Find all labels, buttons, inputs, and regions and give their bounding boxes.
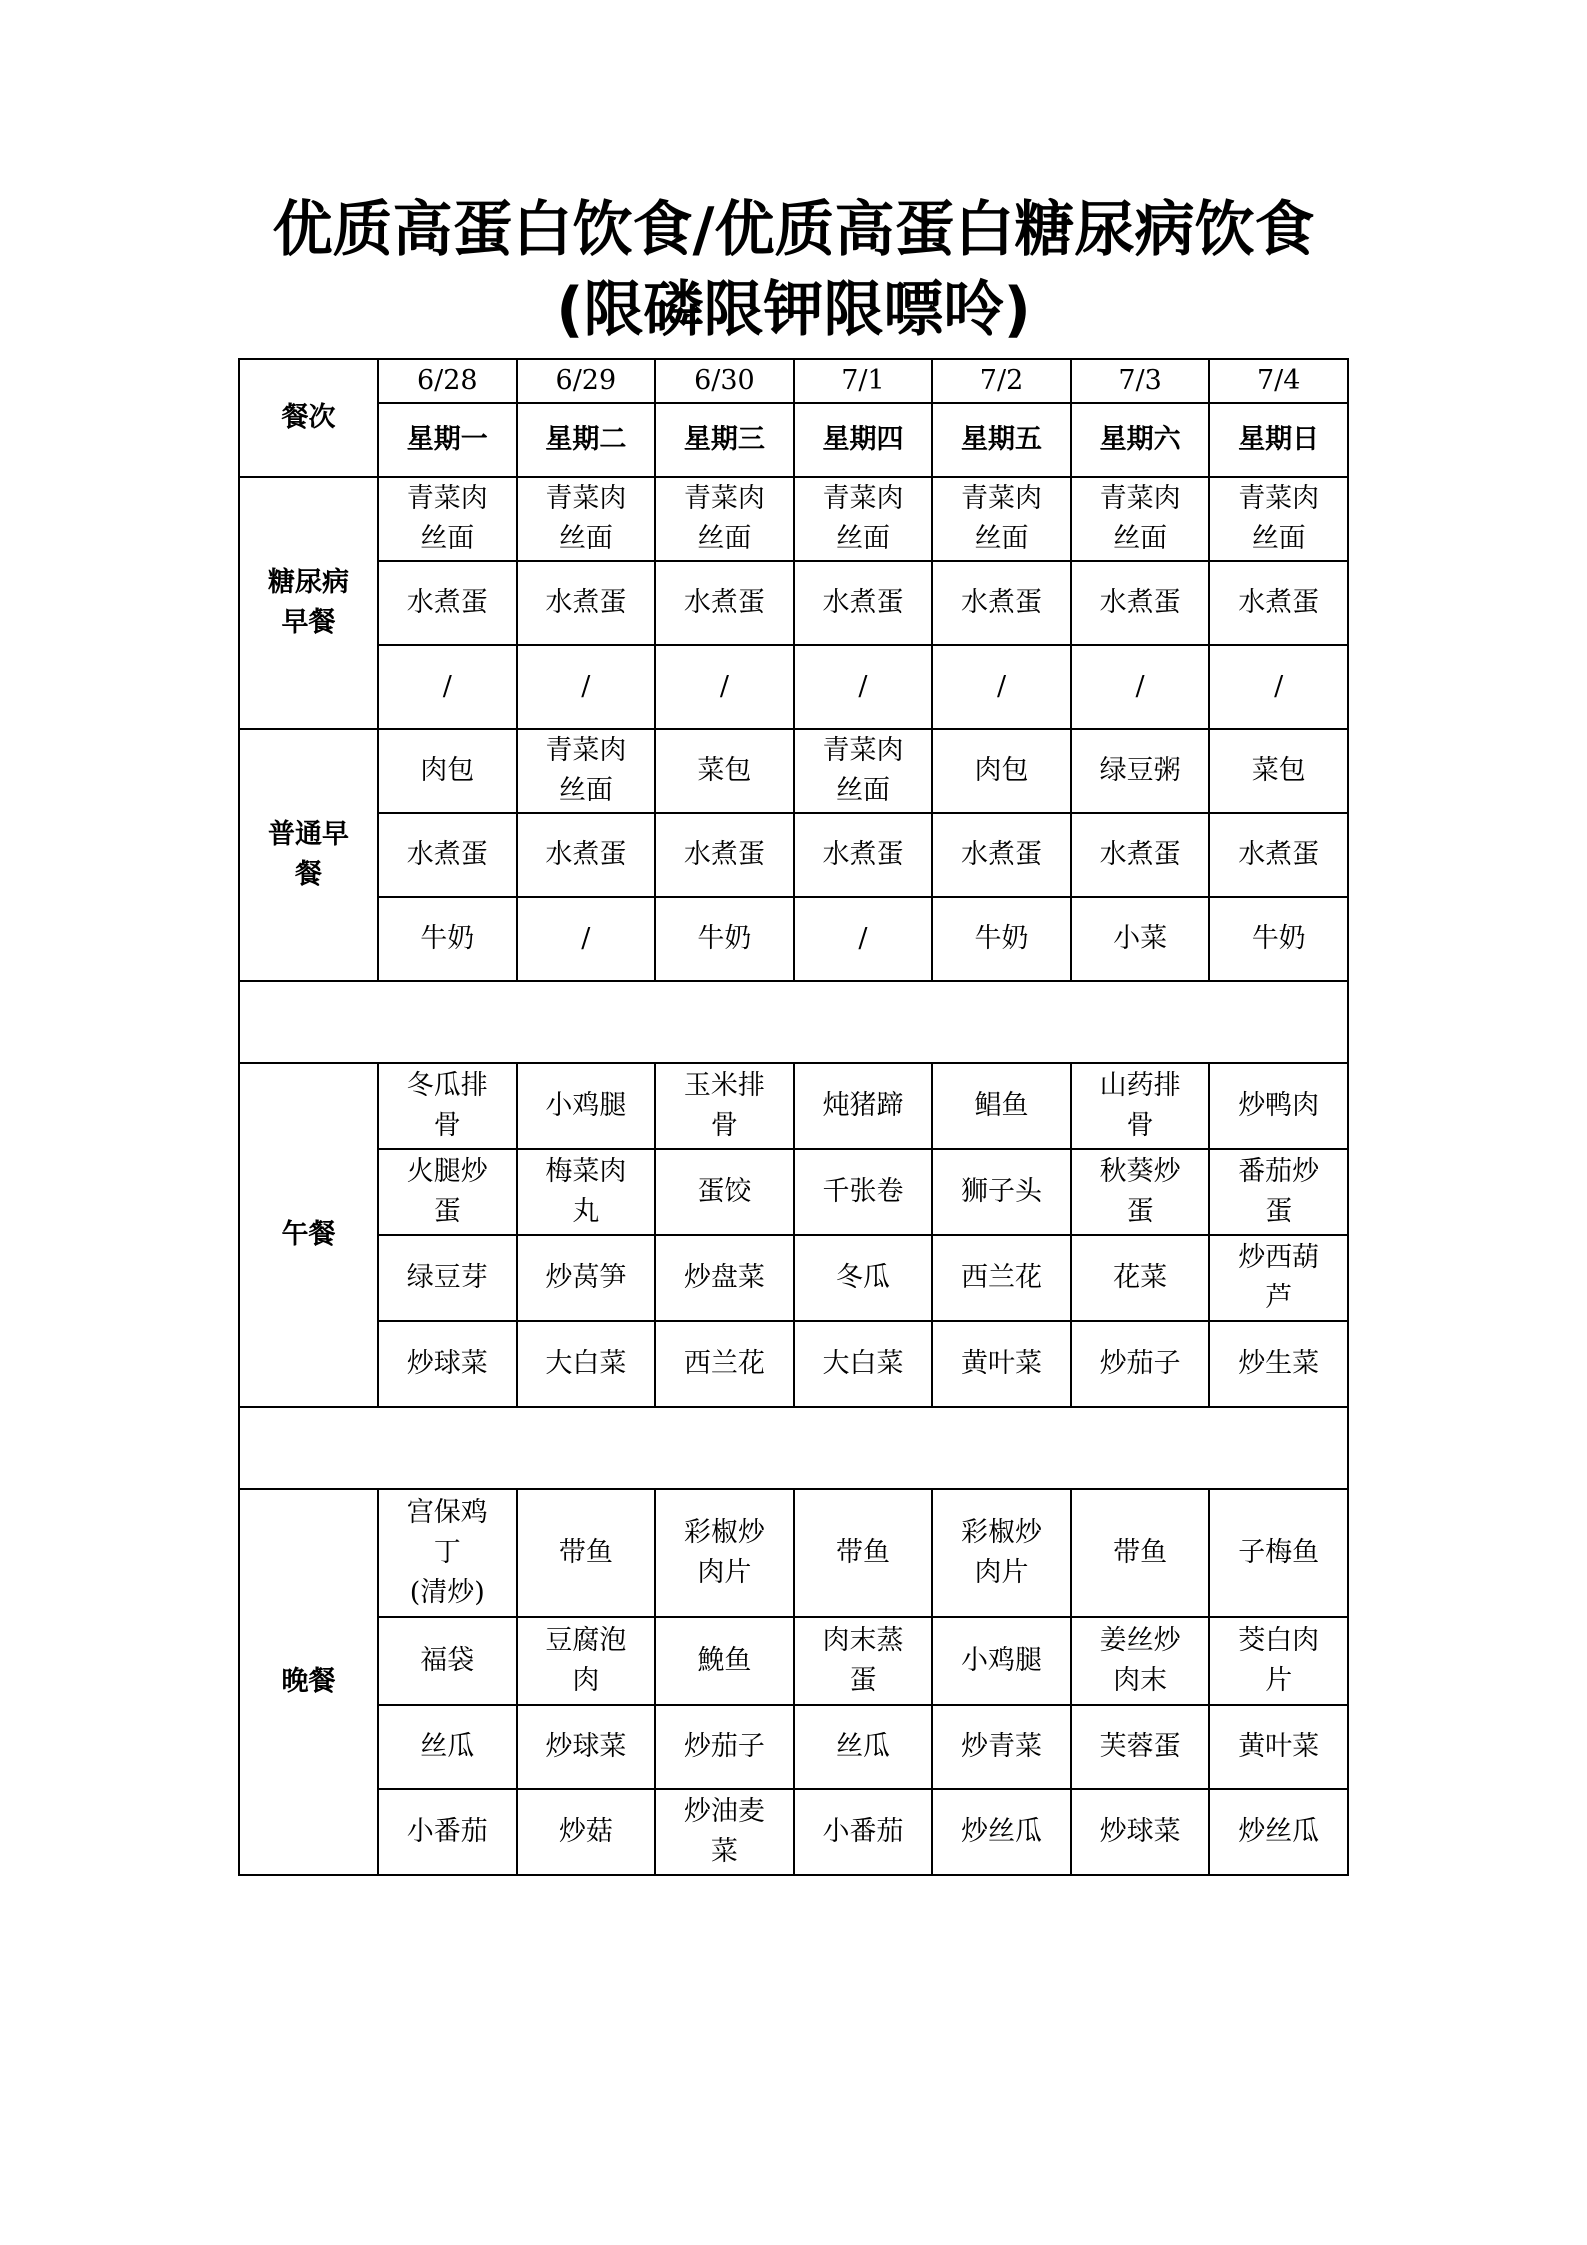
- menu-cell-text: 水煮蛋: [822, 839, 904, 870]
- menu-cell-text: 炒油麦 菜: [683, 1796, 765, 1867]
- menu-cell: [378, 1235, 517, 1321]
- title-line-1: 优质高蛋白饮食/优质高蛋白糖尿病饮食: [272, 195, 1315, 265]
- menu-cell: [1071, 813, 1210, 897]
- menu-cell: [655, 561, 794, 645]
- menu-cell: [932, 897, 1071, 981]
- menu-cell: [378, 1489, 517, 1617]
- menu-cell: [1071, 1235, 1210, 1321]
- menu-cell-text: 青菜肉 丝面: [545, 483, 627, 554]
- menu-cell: [1071, 1321, 1210, 1407]
- menu-cell-text: 大白菜: [822, 1348, 904, 1379]
- menu-cell: [1209, 1617, 1348, 1705]
- menu-cell: [517, 1705, 656, 1789]
- menu-cell-text: 花菜: [1113, 1262, 1168, 1293]
- menu-cell: [794, 1321, 933, 1407]
- weekday-header: [1071, 403, 1210, 477]
- menu-cell: [655, 477, 794, 561]
- menu-cell-text: 福袋: [420, 1645, 475, 1676]
- menu-cell: [794, 1789, 933, 1875]
- menu-cell-text: /: [719, 671, 729, 702]
- menu-cell: [1209, 1705, 1348, 1789]
- menu-cell: [517, 897, 656, 981]
- menu-cell: [1209, 897, 1348, 981]
- menu-cell: [517, 561, 656, 645]
- menu-cell: [1071, 645, 1210, 729]
- menu-cell: [1209, 813, 1348, 897]
- menu-cell: [1071, 1705, 1210, 1789]
- menu-cell: [1071, 1489, 1210, 1617]
- meal-row: [239, 1063, 1348, 1149]
- meal-row: [239, 897, 1348, 981]
- menu-cell-text: /: [442, 671, 452, 702]
- menu-cell-text: 炒西葫 芦: [1238, 1242, 1320, 1313]
- weekday-header-text: 星期五: [961, 424, 1043, 455]
- menu-cell: [655, 1235, 794, 1321]
- menu-cell-text: /: [581, 923, 591, 954]
- menu-cell: [378, 1321, 517, 1407]
- menu-cell: [1071, 1789, 1210, 1875]
- menu-cell-text: 水煮蛋: [545, 839, 627, 870]
- menu-cell: [378, 729, 517, 813]
- menu-cell-text: 山药排 骨: [1099, 1070, 1181, 1141]
- menu-cell: [517, 1617, 656, 1705]
- menu-cell-text: 水煮蛋: [406, 839, 488, 870]
- meal-row: [239, 1705, 1348, 1789]
- menu-cell-text: 牛奶: [697, 923, 752, 954]
- spacer-row: [239, 981, 1348, 1063]
- menu-cell-text: 带鱼: [1113, 1537, 1168, 1568]
- menu-cell-text: 蛋饺: [697, 1176, 752, 1207]
- menu-cell-text: 青菜肉 丝面: [1099, 483, 1181, 554]
- menu-cell-text: 大白菜: [545, 1348, 627, 1379]
- menu-cell: [378, 561, 517, 645]
- menu-cell: [932, 561, 1071, 645]
- menu-cell-text: 炒球菜: [545, 1731, 627, 1762]
- menu-cell-text: 牛奶: [1251, 923, 1306, 954]
- menu-cell: [932, 813, 1071, 897]
- menu-cell: [1209, 1063, 1348, 1149]
- menu-cell-text: 水煮蛋: [1238, 839, 1320, 870]
- date-header: [1071, 359, 1210, 403]
- meal-row: [239, 1617, 1348, 1705]
- menu-cell: [794, 729, 933, 813]
- menu-cell-text: 水煮蛋: [683, 587, 765, 618]
- menu-cell: [1209, 561, 1348, 645]
- menu-cell-text: 豆腐泡 肉: [545, 1625, 627, 1696]
- menu-cell-text: 水煮蛋: [1238, 587, 1320, 618]
- menu-table: [238, 358, 1349, 1876]
- spacer-cell: [239, 1407, 1348, 1489]
- menu-cell: [655, 1705, 794, 1789]
- menu-cell: [655, 813, 794, 897]
- date-header-text: 6/29: [555, 365, 617, 396]
- menu-cell-text: 青菜肉 丝面: [822, 735, 904, 806]
- menu-cell-text: 子梅鱼: [1238, 1537, 1320, 1568]
- menu-cell-text: /: [581, 671, 591, 702]
- date-header-text: 7/1: [841, 365, 885, 396]
- menu-cell: [1071, 561, 1210, 645]
- menu-cell-text: 青菜肉 丝面: [545, 735, 627, 806]
- menu-cell-text: 西兰花: [961, 1262, 1043, 1293]
- weekday-header-text: 星期四: [822, 424, 904, 455]
- menu-cell-text: 炒莴笋: [545, 1262, 627, 1293]
- menu-cell: [932, 1489, 1071, 1617]
- menu-cell-text: 炒青菜: [961, 1731, 1043, 1762]
- menu-cell-text: 肉包: [420, 755, 475, 786]
- menu-cell: [517, 645, 656, 729]
- menu-cell-text: 秋葵炒 蛋: [1099, 1156, 1181, 1227]
- meal-column-header-text: 餐次: [281, 402, 336, 433]
- menu-cell: [655, 1149, 794, 1235]
- meal-row: [239, 477, 1348, 561]
- menu-cell: [1071, 1149, 1210, 1235]
- menu-cell-text: 黄叶菜: [961, 1348, 1043, 1379]
- menu-cell-text: 鮸鱼: [697, 1645, 752, 1676]
- menu-cell-text: 水煮蛋: [1099, 587, 1181, 618]
- menu-cell: [378, 1617, 517, 1705]
- menu-cell: [932, 1063, 1071, 1149]
- meal-section-label-text: 午餐: [281, 1219, 336, 1250]
- menu-cell-text: 狮子头: [961, 1176, 1043, 1207]
- menu-cell-text: 玉米排 骨: [683, 1070, 765, 1141]
- date-header: [655, 359, 794, 403]
- menu-cell: [655, 1617, 794, 1705]
- menu-cell: [932, 1705, 1071, 1789]
- menu-cell-text: 西兰花: [683, 1348, 765, 1379]
- menu-cell-text: 水煮蛋: [1099, 839, 1181, 870]
- weekday-header: [655, 403, 794, 477]
- menu-cell: [1209, 645, 1348, 729]
- menu-cell-text: 炒生菜: [1238, 1348, 1320, 1379]
- menu-cell: [378, 477, 517, 561]
- menu-cell-text: 带鱼: [558, 1537, 613, 1568]
- menu-cell-text: 炒茄子: [1099, 1348, 1181, 1379]
- menu-cell: [794, 1617, 933, 1705]
- weekday-header-text: 星期二: [545, 424, 627, 455]
- menu-cell-text: 小鸡腿: [545, 1090, 627, 1121]
- date-header: [517, 359, 656, 403]
- meal-row: [239, 561, 1348, 645]
- menu-cell: [1209, 1235, 1348, 1321]
- meal-row: [239, 1235, 1348, 1321]
- menu-cell: [655, 729, 794, 813]
- menu-cell-text: 肉末蒸 蛋: [822, 1625, 904, 1696]
- meal-section-label: [239, 1489, 378, 1875]
- menu-cell-text: 番茄炒 蛋: [1238, 1156, 1320, 1227]
- menu-cell: [932, 1235, 1071, 1321]
- menu-cell-text: 炒鸭肉: [1238, 1090, 1320, 1121]
- menu-cell-text: 炒丝瓜: [1238, 1816, 1320, 1847]
- menu-cell: [517, 1063, 656, 1149]
- menu-cell-text: /: [1135, 671, 1145, 702]
- meal-row: [239, 1321, 1348, 1407]
- menu-cell: [517, 1149, 656, 1235]
- menu-cell: [655, 1789, 794, 1875]
- menu-cell: [1209, 477, 1348, 561]
- menu-cell-text: 牛奶: [420, 923, 475, 954]
- menu-cell: [378, 1063, 517, 1149]
- menu-cell-text: 千张卷: [822, 1176, 904, 1207]
- menu-cell: [655, 897, 794, 981]
- menu-cell: [1071, 477, 1210, 561]
- menu-cell-text: 姜丝炒 肉末: [1099, 1625, 1181, 1696]
- meal-row: [239, 729, 1348, 813]
- menu-cell-text: 菜包: [1251, 755, 1306, 786]
- menu-cell-text: 鲳鱼: [974, 1090, 1029, 1121]
- menu-cell: [932, 729, 1071, 813]
- meal-section-label-text: 晚餐: [281, 1666, 336, 1697]
- meal-section-label: [239, 477, 378, 729]
- menu-cell: [1071, 1063, 1210, 1149]
- menu-cell-text: 火腿炒 蛋: [406, 1156, 488, 1227]
- menu-cell: [794, 1705, 933, 1789]
- menu-cell: [932, 1321, 1071, 1407]
- menu-cell-text: 菜包: [697, 755, 752, 786]
- menu-cell: [1209, 1789, 1348, 1875]
- menu-cell-text: 炒球菜: [1099, 1816, 1181, 1847]
- menu-cell: [794, 897, 933, 981]
- menu-cell-text: 彩椒炒 肉片: [683, 1517, 765, 1588]
- menu-cell: [1209, 1149, 1348, 1235]
- weekday-header-text: 星期一: [406, 424, 488, 455]
- menu-cell: [517, 813, 656, 897]
- menu-cell-text: 芙蓉蛋: [1099, 1731, 1181, 1762]
- menu-cell: [378, 1149, 517, 1235]
- menu-cell: [794, 645, 933, 729]
- menu-cell: [378, 813, 517, 897]
- menu-cell-text: 宫保鸡 丁 (清炒): [406, 1497, 488, 1608]
- menu-cell: [794, 477, 933, 561]
- menu-cell-text: 冬瓜: [835, 1262, 890, 1293]
- menu-cell: [378, 645, 517, 729]
- menu-cell-text: 青菜肉 丝面: [961, 483, 1043, 554]
- menu-cell: [794, 813, 933, 897]
- title-line-2: (限磷限钾限嘌呤): [556, 275, 1031, 345]
- menu-cell: [517, 1789, 656, 1875]
- menu-cell: [932, 1149, 1071, 1235]
- weekday-header-text: 星期三: [683, 424, 765, 455]
- meal-column-header: [239, 359, 378, 477]
- menu-cell-text: /: [858, 671, 868, 702]
- menu-cell: [1071, 897, 1210, 981]
- date-header: [794, 359, 933, 403]
- menu-cell-text: 带鱼: [835, 1537, 890, 1568]
- date-header-text: 7/2: [979, 365, 1024, 396]
- meal-section-label-text: 普通早 餐: [268, 819, 349, 890]
- weekday-header-text: 星期六: [1099, 424, 1181, 455]
- menu-cell-text: 小番茄: [406, 1816, 488, 1847]
- menu-cell: [794, 1489, 933, 1617]
- menu-cell-text: 彩椒炒 肉片: [961, 1517, 1043, 1588]
- menu-cell: [794, 1063, 933, 1149]
- menu-cell-text: 黄叶菜: [1238, 1731, 1320, 1762]
- menu-cell-text: 炒丝瓜: [961, 1816, 1043, 1847]
- meal-section-label-text: 糖尿病 早餐: [268, 567, 349, 638]
- meal-section-label: [239, 729, 378, 981]
- meal-row: [239, 813, 1348, 897]
- menu-cell-text: 炒球菜: [406, 1348, 488, 1379]
- menu-cell-text: 水煮蛋: [961, 839, 1043, 870]
- menu-cell-text: 肉包: [974, 755, 1029, 786]
- menu-cell-text: 小鸡腿: [961, 1645, 1043, 1676]
- menu-cell-text: 水煮蛋: [545, 587, 627, 618]
- date-header-text: 6/30: [694, 365, 755, 396]
- menu-cell: [517, 1235, 656, 1321]
- menu-cell: [655, 645, 794, 729]
- date-header-text: 7/3: [1118, 365, 1162, 396]
- spacer-cell: [239, 981, 1348, 1063]
- menu-cell: [932, 645, 1071, 729]
- menu-cell-text: 冬瓜排 骨: [406, 1070, 488, 1141]
- menu-cell: [932, 477, 1071, 561]
- menu-cell: [378, 1789, 517, 1875]
- menu-cell: [655, 1063, 794, 1149]
- menu-cell-text: 绿豆芽: [406, 1262, 488, 1293]
- menu-cell-text: 炖猪蹄: [822, 1090, 904, 1121]
- menu-cell: [1209, 1321, 1348, 1407]
- menu-cell-text: 小番茄: [822, 1816, 904, 1847]
- menu-cell: [378, 897, 517, 981]
- weekday-header: [794, 403, 933, 477]
- header-weekday-row: [239, 403, 1348, 477]
- menu-cell-text: 青菜肉 丝面: [683, 483, 765, 554]
- date-header: [932, 359, 1071, 403]
- weekday-header: [1209, 403, 1348, 477]
- menu-cell-text: 丝瓜: [420, 1731, 475, 1762]
- date-header: [1209, 359, 1348, 403]
- menu-cell: [932, 1789, 1071, 1875]
- menu-cell-text: 牛奶: [974, 923, 1029, 954]
- page-title: [0, 190, 1587, 350]
- menu-cell: [517, 1321, 656, 1407]
- menu-cell: [517, 1489, 656, 1617]
- menu-cell: [378, 1705, 517, 1789]
- menu-cell: [1071, 729, 1210, 813]
- meal-row: [239, 1789, 1348, 1875]
- menu-cell: [1209, 729, 1348, 813]
- menu-cell-text: 水煮蛋: [822, 587, 904, 618]
- menu-cell-text: 青菜肉 丝面: [822, 483, 904, 554]
- weekday-header: [378, 403, 517, 477]
- menu-cell-text: /: [1274, 671, 1284, 702]
- menu-cell-text: 水煮蛋: [961, 587, 1043, 618]
- spacer-row: [239, 1407, 1348, 1489]
- menu-cell-text: 水煮蛋: [683, 839, 765, 870]
- menu-cell: [794, 1235, 933, 1321]
- menu-cell-text: 小菜: [1113, 923, 1168, 954]
- header-date-row: [239, 359, 1348, 403]
- date-header-text: 7/4: [1256, 365, 1301, 396]
- menu-cell-text: 炒茄子: [683, 1731, 765, 1762]
- weekday-header: [932, 403, 1071, 477]
- menu-cell: [794, 561, 933, 645]
- weekday-header-text: 星期日: [1238, 424, 1320, 455]
- menu-cell-text: 炒盘菜: [683, 1262, 765, 1293]
- menu-cell-text: 丝瓜: [835, 1731, 890, 1762]
- meal-section-label: [239, 1063, 378, 1407]
- menu-cell-text: 梅菜肉 丸: [545, 1156, 627, 1227]
- menu-cell: [655, 1321, 794, 1407]
- menu-cell: [517, 477, 656, 561]
- meal-row: [239, 1489, 1348, 1617]
- menu-cell-text: 茭白肉 片: [1238, 1625, 1320, 1696]
- menu-cell: [655, 1489, 794, 1617]
- meal-row: [239, 1149, 1348, 1235]
- menu-cell: [517, 729, 656, 813]
- menu-cell-text: 青菜肉 丝面: [406, 483, 488, 554]
- menu-cell-text: 绿豆粥: [1099, 755, 1181, 786]
- menu-cell: [932, 1617, 1071, 1705]
- menu-cell: [1071, 1617, 1210, 1705]
- weekday-header: [517, 403, 656, 477]
- menu-cell: [1209, 1489, 1348, 1617]
- menu-cell-text: 水煮蛋: [406, 587, 488, 618]
- menu-cell: [794, 1149, 933, 1235]
- menu-cell-text: /: [858, 923, 868, 954]
- meal-row: [239, 645, 1348, 729]
- menu-cell-text: /: [996, 671, 1007, 702]
- menu-cell-text: 炒菇: [558, 1816, 613, 1847]
- menu-cell-text: 青菜肉 丝面: [1238, 483, 1320, 554]
- date-header-text: 6/28: [416, 365, 478, 396]
- date-header: [378, 359, 517, 403]
